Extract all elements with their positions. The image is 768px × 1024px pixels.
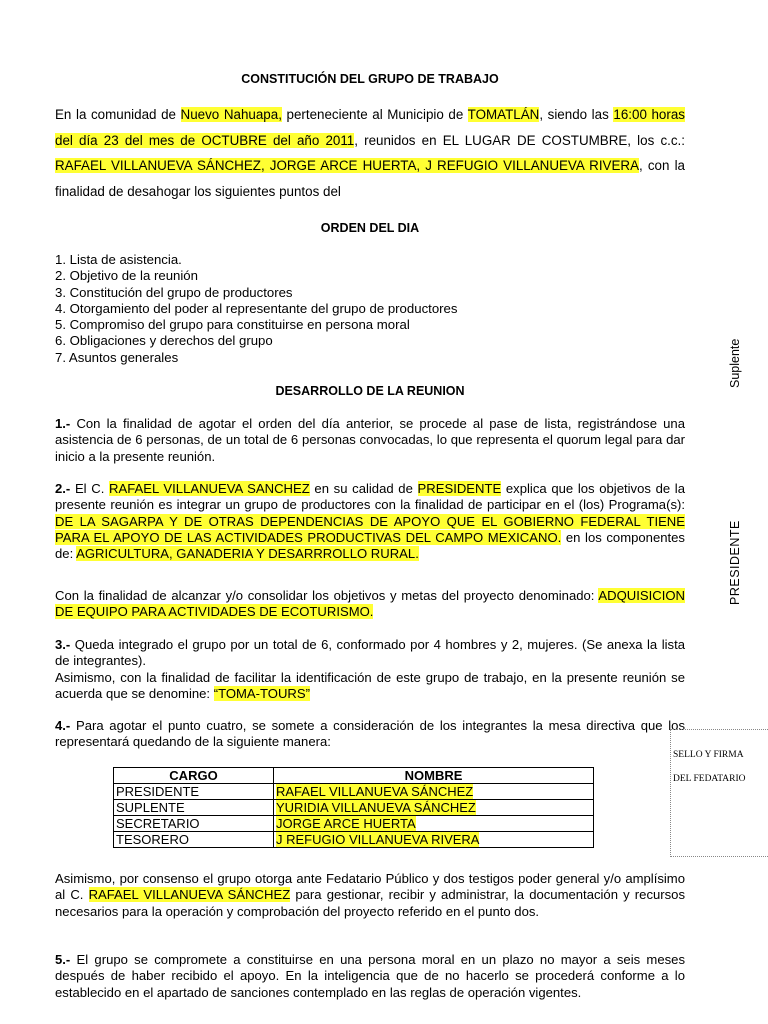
nombre-cell xyxy=(274,800,594,816)
sello-fedatario-box xyxy=(670,729,768,857)
municipio-highlight: TOMATLÁN xyxy=(467,107,540,122)
paragraph-5 xyxy=(55,952,685,1001)
intro-text: En la comunidad de xyxy=(55,107,181,122)
header-nombre: NOMBRE xyxy=(274,768,594,784)
paragraph-number: 4.- xyxy=(55,718,71,733)
document-title: CONSTITUCIÓN DEL GRUPO DE TRABAJO xyxy=(241,72,499,86)
paragraph-2b xyxy=(55,588,685,621)
paragraph-number: 1.- xyxy=(55,416,71,431)
paragraph-text: El grupo se compromete a constituirse en una persona moral en un plazo no mayor a seis meses después de haber recibido el apoyo. En la inteligencia que de no hacerlo se procederá conforme a lo establecido en el apartado de sanciones contemplado en las reglas de operación vigentes. xyxy=(55,952,685,1000)
margin-label-presidente: PRESIDENTE xyxy=(728,520,742,605)
intro-text: , siendo las xyxy=(539,107,614,122)
nombre-cell xyxy=(274,832,594,848)
paragraph-text: en su calidad de xyxy=(309,481,418,496)
componentes-highlight: AGRICULTURA, GANADERIA Y DESARRROLLO RURAL. xyxy=(76,546,419,562)
fecha-hora-highlight: 16:00 horas del día 23 del mes de OCTUBRE del año 2011 xyxy=(55,107,685,148)
seal-line: DEL FEDATARIO xyxy=(673,774,746,784)
paragraph-text: Para agotar el punto cuatro, se somete a consideración de los integrantes la mesa directiva que los representará quedando de la siguiente manera: xyxy=(55,718,685,750)
paragraph-text: Con la finalidad de alcanzar y/o consolidar los objetivos y metas del proyecto denominado: xyxy=(55,588,599,603)
apoderado-highlight: RAFAEL VILLANUEVA SÁNCHEZ xyxy=(88,887,291,903)
intro-paragraph xyxy=(55,102,685,204)
header-cargo: CARGO xyxy=(114,768,274,784)
paragraph-text: en los componentes de: xyxy=(55,529,685,562)
paragraph-4b xyxy=(55,871,685,920)
cargo-highlight: PRESIDENTE xyxy=(417,481,502,496)
cargo-cell: PRESIDENTE xyxy=(114,784,274,800)
margin-label-suplente: Suplente xyxy=(728,338,742,388)
table-row xyxy=(114,832,594,848)
orden-del-dia-heading: ORDEN DEL DIA xyxy=(320,221,420,235)
nombre-grupo-highlight: “TOMA-TOURS” xyxy=(213,685,310,701)
paragraph-text: Asimismo, por consenso el grupo otorga ante Fedatario Público y dos testigos poder general y/o amplísimo al C. xyxy=(55,871,685,903)
nombre-cell xyxy=(274,784,594,800)
presidente-name-highlight: RAFAEL VILLANUEVA SANCHEZ xyxy=(109,481,310,496)
paragraph-text: Asimismo, con la finalidad de facilitar la identificación de este grupo de trabajo, en la presente reunión se acuerda que se denomine: xyxy=(55,669,685,701)
nombre-cell xyxy=(274,816,594,832)
agenda-item: 6. Obligaciones y derechos del grupo xyxy=(55,333,273,349)
agenda-item: 4. Otorgamiento del poder al representante del grupo de productores xyxy=(55,300,458,316)
comunidad-highlight: Nuevo Nahuapa, xyxy=(180,107,282,122)
paragraph-3 xyxy=(55,637,685,702)
programa-highlight: DE LA SAGARPA Y DE OTRAS DEPENDENCIAS DE APOYO QUE EL GOBIERNO FEDERAL TIENE PARA EL APOYO DE LAS ACTIVIDADES PRODUCTIVAS DEL CAMPO MEXICANO. xyxy=(55,513,685,545)
intro-text: , reunidos en EL LUGAR DE COSTUMBRE, los c.c.: xyxy=(354,132,685,148)
paragraph-number: 2.- xyxy=(55,481,71,496)
intro-text: , con la finalidad de desahogar los siguientes puntos del xyxy=(55,158,685,199)
paragraph-4 xyxy=(55,718,685,751)
agenda-item: 1. Lista de asistencia. xyxy=(55,252,182,267)
mesa-directiva-table xyxy=(113,767,594,848)
asistentes-highlight: RAFAEL VILLANUEVA SÁNCHEZ, JORGE ARCE HUERTA, J REFUGIO VILLANUEVA RIVERA xyxy=(55,158,640,173)
paragraph-2 xyxy=(55,481,685,562)
cargo-cell: TESORERO xyxy=(114,832,274,848)
nombre-highlight: YURIDIA VILLANUEVA SÁNCHEZ xyxy=(276,800,476,815)
paragraph-number: 5.- xyxy=(55,952,71,967)
paragraph-text: Con la finalidad de agotar el orden del día anterior, se procede al pase de lista, registrándose una asistencia de 6 personas, de un total de 6 personas convocadas, lo que representa el quorum legal para dar inicio a la presente reunión. xyxy=(55,416,685,464)
paragraph-text: para gestionar, recibir y administrar, la documentación y recursos necesarios para la operación y comprobación del proyecto referido en el punto dos. xyxy=(55,887,686,919)
paragraph-text: El C. xyxy=(70,481,110,496)
paragraph-text: Queda integrado el grupo por un total de 6, conformado por 4 hombres y 2, mujeres. (Se anexa la lista de integrantes). xyxy=(55,637,685,669)
desarrollo-heading: DESARROLLO DE LA REUNION xyxy=(275,384,465,398)
table-header-row xyxy=(114,768,594,784)
paragraph-number: 3.- xyxy=(55,637,71,652)
agenda-item: 2. Objetivo de la reunión xyxy=(55,268,198,284)
paragraph-1 xyxy=(55,416,685,465)
nombre-highlight: JORGE ARCE HUERTA xyxy=(276,816,416,831)
table-row xyxy=(114,784,594,800)
nombre-highlight: J REFUGIO VILLANUEVA RIVERA xyxy=(276,832,480,847)
paragraph-text: explica que los objetivos de la presente reunión es integrar un grupo de productores con la finalidad de participar en el (los) Programa(s): xyxy=(55,481,686,513)
agenda-list xyxy=(55,252,457,366)
nombre-highlight: RAFAEL VILLANUEVA SÁNCHEZ xyxy=(276,784,474,799)
seal-line: SELLO Y FIRMA xyxy=(673,750,744,760)
cargo-cell: SECRETARIO xyxy=(114,816,274,832)
table-row xyxy=(114,816,594,832)
agenda-item: 5. Compromiso del grupo para constituirse en persona moral xyxy=(55,317,410,333)
proyecto-highlight: ADQUISICION DE EQUIPO PARA ACTIVIDADES DE ECOTURISMO. xyxy=(55,588,685,620)
intro-text: perteneciente al Municipio de xyxy=(281,107,468,122)
table-row xyxy=(114,800,594,816)
agenda-item: 7. Asuntos generales xyxy=(55,349,179,365)
cargo-cell: SUPLENTE xyxy=(114,800,274,816)
agenda-item: 3. Constitución del grupo de productores xyxy=(55,284,293,300)
